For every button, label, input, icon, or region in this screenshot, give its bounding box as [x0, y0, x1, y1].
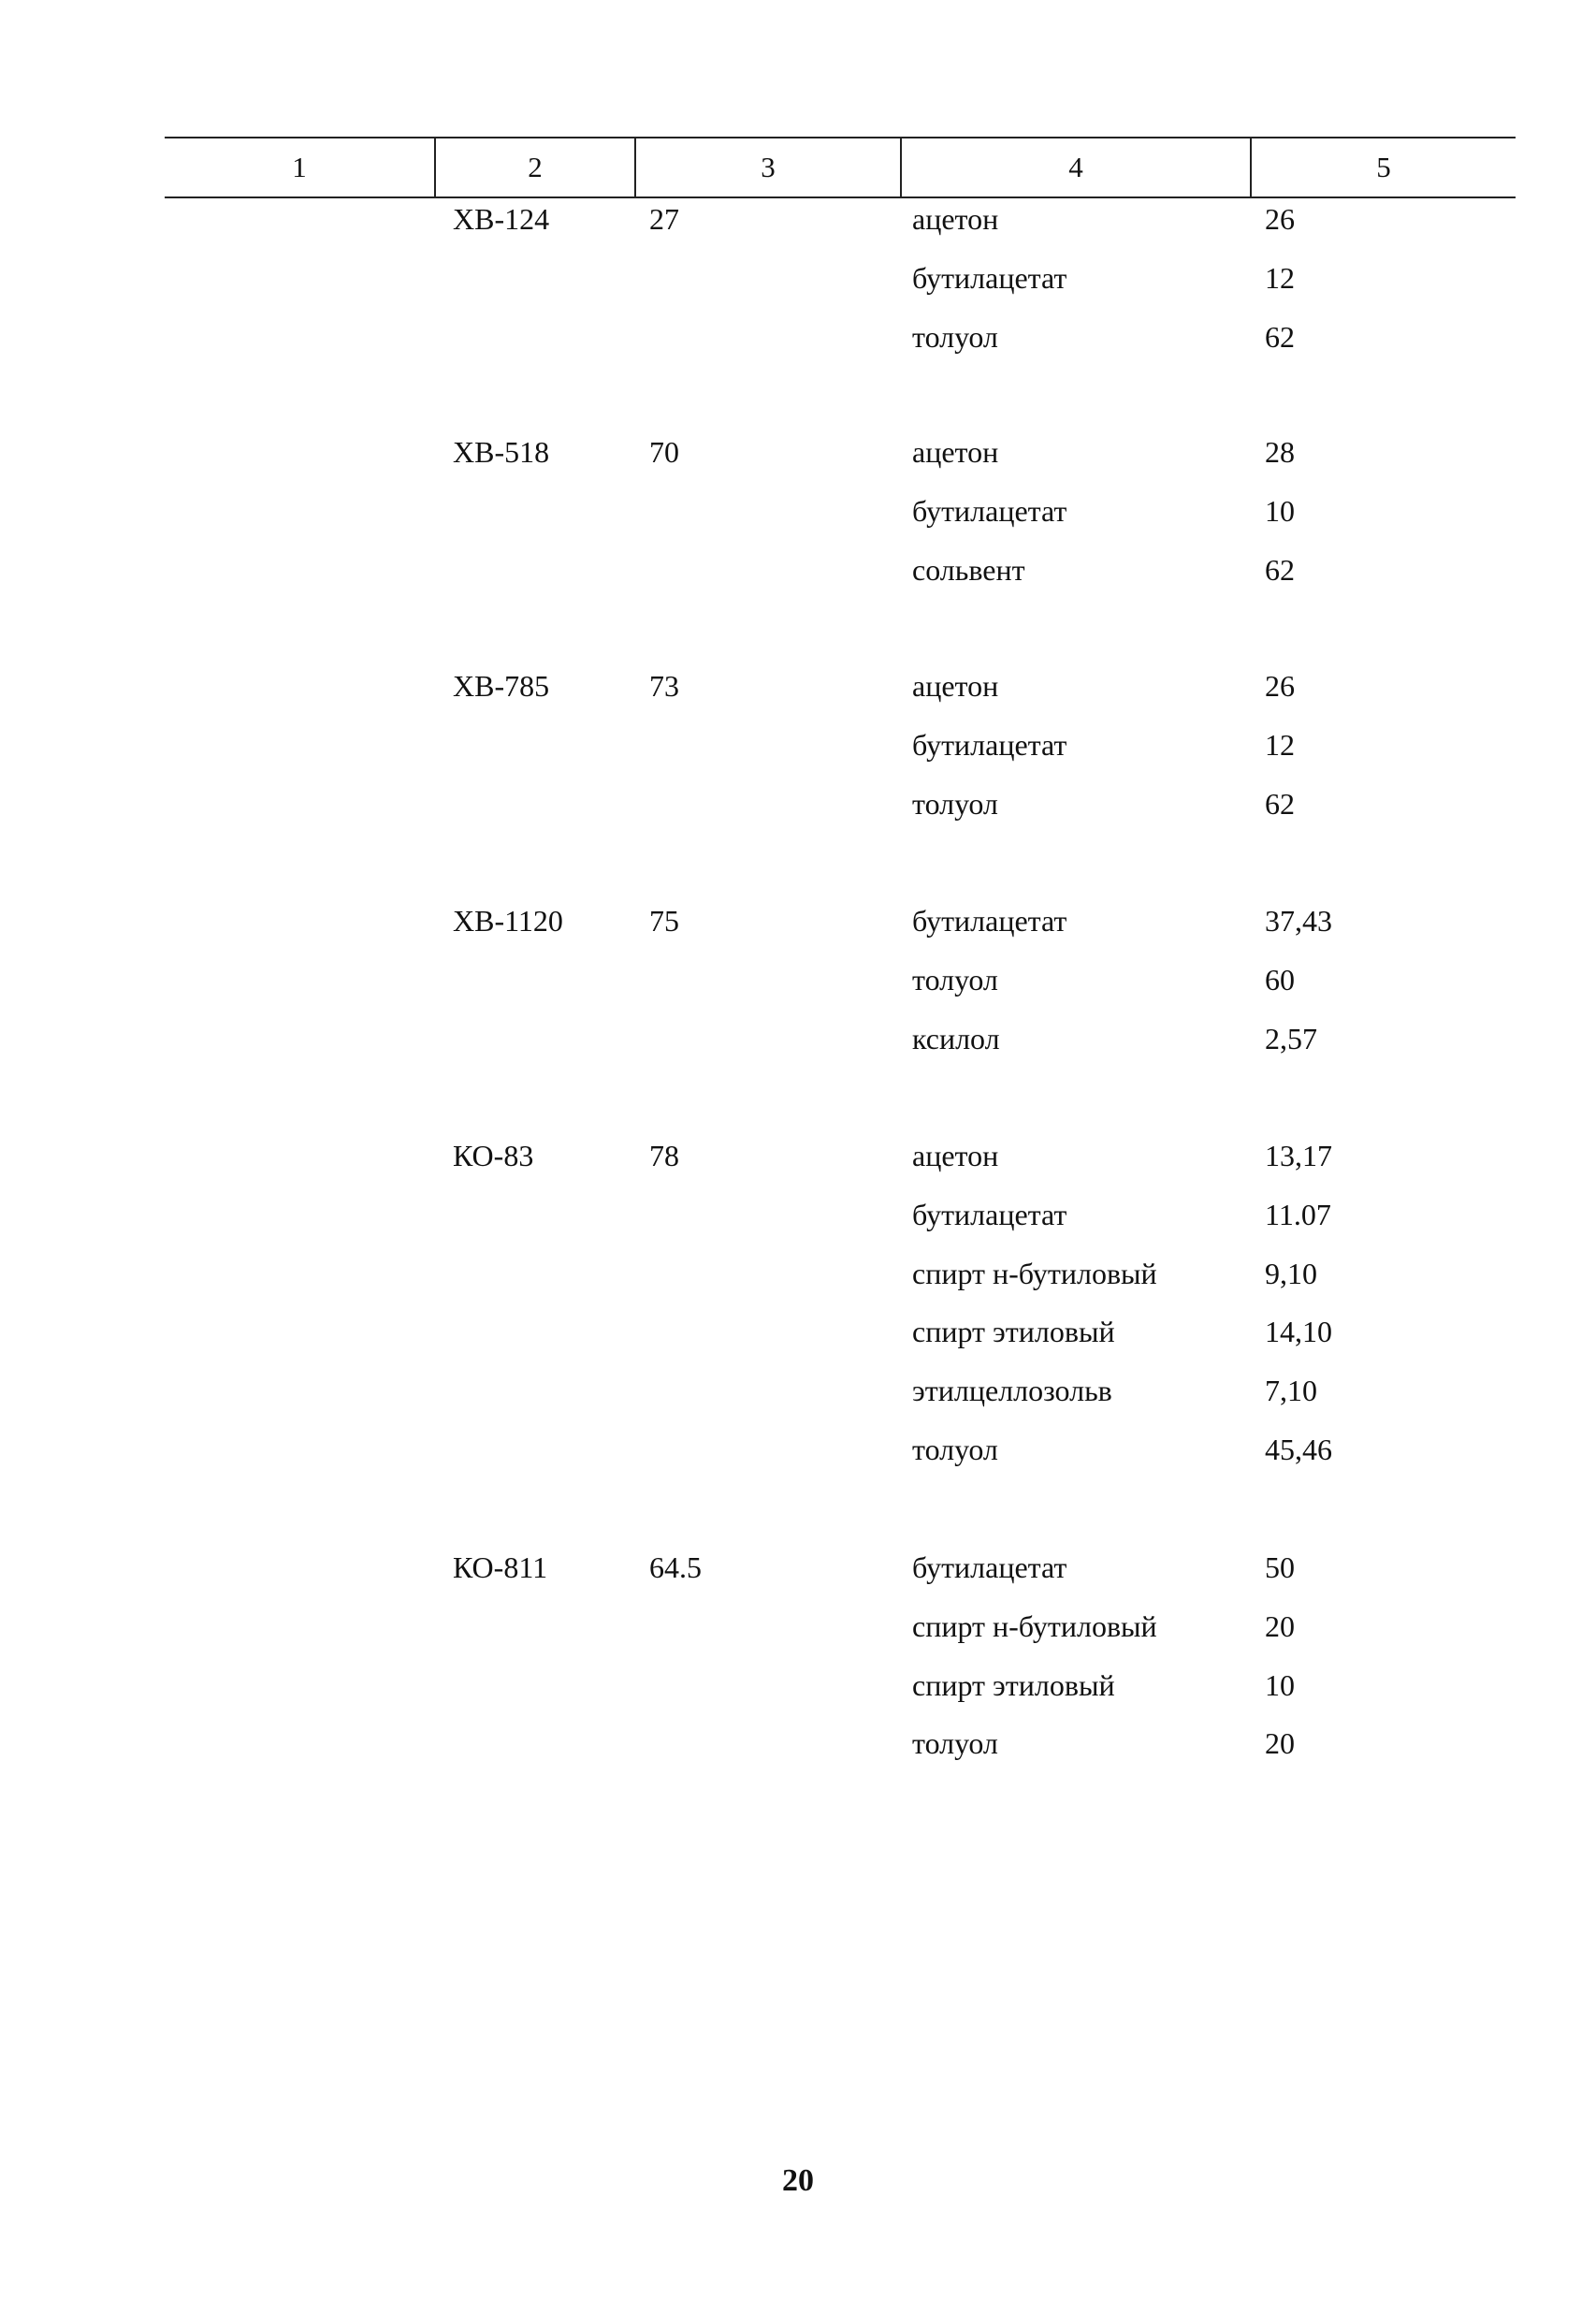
- component-share: 26: [1265, 202, 1295, 236]
- grade-value: 73: [649, 669, 679, 703]
- component-name: бутилацетат: [912, 728, 1067, 762]
- component-share: 13,17: [1265, 1139, 1332, 1172]
- header-col-3: 3: [761, 151, 776, 183]
- component-name: ацетон: [912, 435, 999, 469]
- header-col-2: 2: [528, 151, 543, 183]
- component-name: толуол: [912, 787, 998, 821]
- component-name: спирт н-бутиловый: [912, 1609, 1157, 1643]
- component-share: 12: [1265, 261, 1295, 295]
- component-share: 50: [1265, 1550, 1295, 1584]
- header-col-1: 1: [292, 151, 307, 183]
- component-name: бутилацетат: [912, 904, 1067, 938]
- component-name: толуол: [912, 963, 998, 997]
- component-share: 26: [1265, 669, 1295, 703]
- component-name: спирт этиловый: [912, 1315, 1115, 1348]
- component-share: 45,46: [1265, 1433, 1332, 1466]
- header-col-5: 5: [1376, 151, 1391, 183]
- page-number: 20: [782, 2163, 814, 2198]
- component-name: спирт н-бутиловый: [912, 1257, 1157, 1290]
- grade-label: КО-83: [453, 1139, 534, 1172]
- component-name: толуол: [912, 1433, 998, 1466]
- component-name: бутилацетат: [912, 1198, 1067, 1231]
- component-share: 20: [1265, 1726, 1295, 1760]
- grade-value: 78: [649, 1139, 679, 1172]
- grade-label: ХВ-1120: [453, 904, 563, 938]
- component-share: 62: [1265, 553, 1295, 587]
- component-share: 62: [1265, 320, 1295, 354]
- component-share: 2,57: [1265, 1022, 1317, 1055]
- component-name: бутилацетат: [912, 494, 1067, 528]
- grade-label: ХВ-124: [453, 202, 550, 236]
- component-share: 9,10: [1265, 1257, 1317, 1290]
- component-share: 10: [1265, 494, 1295, 528]
- component-name: бутилацетат: [912, 1550, 1067, 1584]
- grade-value: 64.5: [649, 1550, 702, 1584]
- component-name: бутилацетат: [912, 261, 1067, 295]
- component-name: этилцеллозольв: [912, 1374, 1112, 1407]
- component-name: ацетон: [912, 669, 999, 703]
- component-name: спирт этиловый: [912, 1668, 1115, 1702]
- component-share: 62: [1265, 787, 1295, 821]
- grade-value: 27: [649, 202, 679, 236]
- grade-label: ХВ-518: [453, 435, 550, 469]
- component-share: 37,43: [1265, 904, 1332, 938]
- component-share: 10: [1265, 1668, 1295, 1702]
- component-name: толуол: [912, 320, 998, 354]
- component-name: толуол: [912, 1726, 998, 1760]
- component-share: 28: [1265, 435, 1295, 469]
- component-share: 12: [1265, 728, 1295, 762]
- grade-value: 70: [649, 435, 679, 469]
- component-share: 11.07: [1265, 1198, 1331, 1231]
- component-share: 60: [1265, 963, 1295, 997]
- component-name: ацетон: [912, 1139, 999, 1172]
- grade-label: КО-811: [453, 1550, 548, 1584]
- component-share: 20: [1265, 1609, 1295, 1643]
- component-share: 14,10: [1265, 1315, 1332, 1348]
- component-share: 7,10: [1265, 1374, 1317, 1407]
- table-header: [165, 137, 1516, 198]
- grade-label: ХВ-785: [453, 669, 550, 703]
- grade-value: 75: [649, 904, 679, 938]
- header-col-4: 4: [1068, 151, 1083, 183]
- component-name: ацетон: [912, 202, 999, 236]
- component-name: сольвент: [912, 553, 1025, 587]
- component-name: ксилол: [912, 1022, 1000, 1055]
